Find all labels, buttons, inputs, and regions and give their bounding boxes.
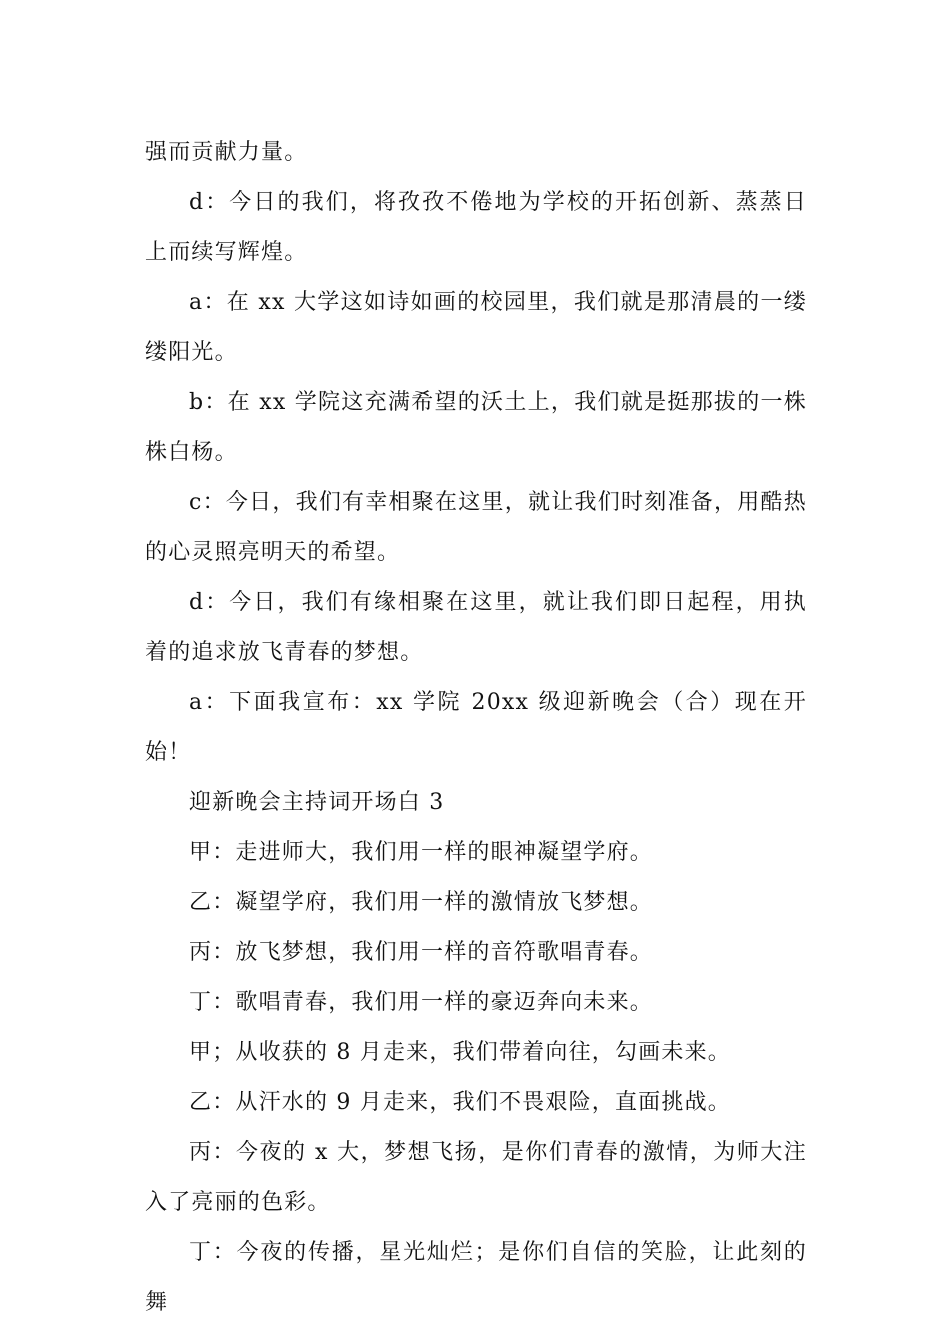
paragraph: 甲：走进师大，我们用一样的眼神凝望学府。 xyxy=(189,840,654,865)
paragraph: 丙：今夜的 x 大，梦想飞扬，是你们青春的激情，为师大注入了亮丽的色彩。 xyxy=(145,1140,807,1215)
paragraph: a：在 xx 大学这如诗如画的校园里，我们就是那清晨的一缕缕阳光。 xyxy=(145,290,807,365)
paragraph: a：下面我宣布：xx 学院 20xx 级迎新晚会（合）现在开始！ xyxy=(145,690,807,765)
paragraph: 乙：凝望学府，我们用一样的激情放飞梦想。 xyxy=(189,890,654,915)
section-heading: 迎新晚会主持词开场白 3 xyxy=(189,790,445,815)
paragraph: 丁：歌唱青春，我们用一样的豪迈奔向未来。 xyxy=(189,990,654,1015)
paragraph: 丙：放飞梦想，我们用一样的音符歌唱青春。 xyxy=(189,940,654,965)
paragraph: 强而贡献力量。 xyxy=(145,140,308,165)
paragraph: c：今日，我们有幸相聚在这里，就让我们时刻准备，用酷热的心灵照亮明天的希望。 xyxy=(145,490,807,565)
paragraph: b：在 xx 学院这充满希望的沃土上，我们就是挺那拔的一株株白杨。 xyxy=(145,390,807,465)
paragraph: 乙：从汗水的 9 月走来，我们不畏艰险，直面挑战。 xyxy=(189,1090,731,1115)
paragraph: 甲；从收获的 8 月走来，我们带着向往，勾画未来。 xyxy=(189,1040,731,1065)
paragraph: 丁：今夜的传播，星光灿烂；是你们自信的笑脸，让此刻的舞 xyxy=(145,1240,807,1315)
paragraph: d：今日，我们有缘相聚在这里，就让我们即日起程，用执着的追求放飞青春的梦想。 xyxy=(145,590,807,665)
document-body xyxy=(145,128,807,1328)
paragraph: d：今日的我们，将孜孜不倦地为学校的开拓创新、蒸蒸日上而续写辉煌。 xyxy=(145,190,807,265)
